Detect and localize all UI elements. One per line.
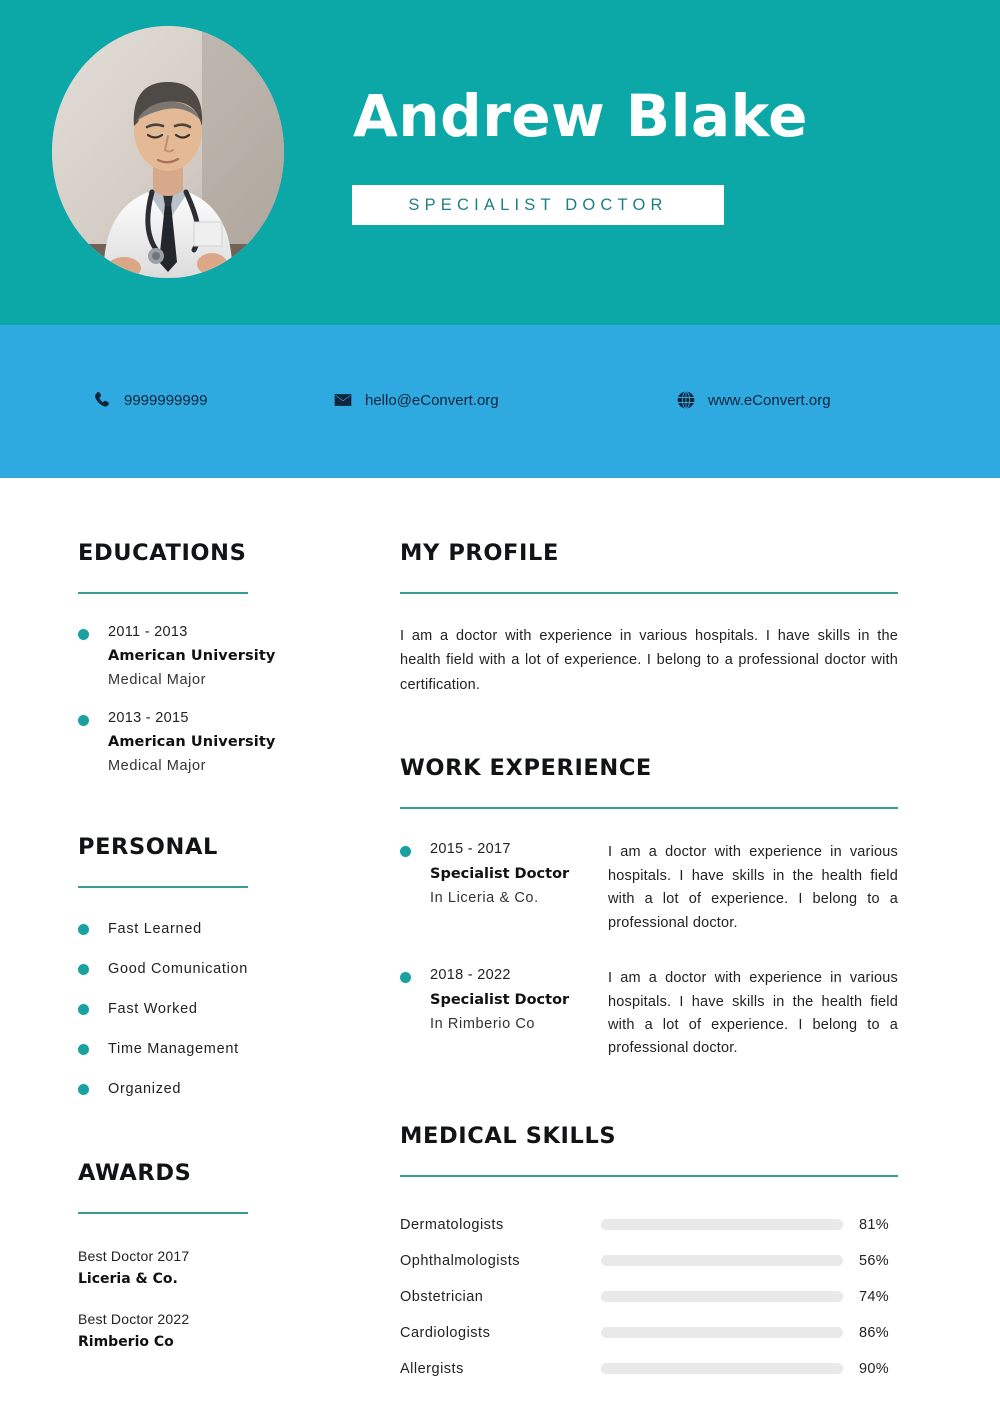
award-title: Best Doctor 2017 <box>78 1248 190 1264</box>
section-title-educations: EDUCATIONS <box>78 540 247 566</box>
list-item <box>400 967 898 1061</box>
list-item <box>400 1315 898 1351</box>
work-role: Specialist Doctor <box>430 992 570 1009</box>
list-item <box>78 624 378 688</box>
bullet-dot-icon <box>78 629 89 640</box>
section-divider <box>78 1212 248 1214</box>
skill-progress-track <box>601 1255 843 1266</box>
skill-percent: 86% <box>859 1324 889 1341</box>
email-icon <box>333 390 353 410</box>
bullet-dot-icon <box>78 964 89 975</box>
phone-icon <box>92 390 112 410</box>
skill-label: Allergists <box>400 1360 464 1377</box>
personal-list <box>78 920 378 1098</box>
section-divider <box>400 1175 898 1177</box>
contact-phone[interactable] <box>92 390 207 410</box>
skill-label: Ophthalmologists <box>400 1252 521 1269</box>
work-meta <box>400 841 608 935</box>
skill-percent: 81% <box>859 1216 889 1233</box>
work-organization: In Liceria & Co. <box>430 890 539 907</box>
section-title-profile: MY PROFILE <box>400 540 559 566</box>
work-organization: In Rimberio Co <box>430 1016 536 1033</box>
section-divider <box>400 807 898 809</box>
skill-progress-track <box>601 1327 843 1338</box>
list-item <box>78 1311 378 1350</box>
work-list <box>400 841 898 1061</box>
list-item <box>78 1040 378 1058</box>
profile-text: I am a doctor with experience in various hospitals. I have skills in the health field with a lot of experience. I belong to a professional doctor with certification. <box>400 628 898 693</box>
section-awards <box>78 1160 378 1350</box>
award-organization: Liceria & Co. <box>78 1271 178 1287</box>
header-banner <box>0 0 1000 325</box>
section-educations <box>78 540 378 774</box>
bullet-dot-icon <box>78 1044 89 1055</box>
contact-website[interactable] <box>676 390 831 410</box>
work-role: Specialist Doctor <box>430 866 570 883</box>
list-item <box>400 841 898 935</box>
section-divider <box>78 886 248 888</box>
section-work-experience <box>400 755 898 1061</box>
section-title-awards: AWARDS <box>78 1160 192 1186</box>
bullet-dot-icon <box>78 1004 89 1015</box>
section-divider <box>400 592 898 594</box>
work-description: I am a doctor with experience in various hospitals. I have skills in the health field with a lot of experience. I belong to a professional doctor. <box>608 970 898 1057</box>
bullet-dot-icon <box>400 846 411 857</box>
education-organization: American University <box>108 734 276 750</box>
skill-percent: 90% <box>859 1360 889 1377</box>
avatar <box>52 26 284 278</box>
skill-percent: 56% <box>859 1252 889 1269</box>
list-item <box>78 1080 378 1098</box>
skill-progress-track <box>601 1219 843 1230</box>
list-item <box>78 710 378 774</box>
list-item <box>78 920 378 938</box>
education-major: Medical Major <box>108 672 207 688</box>
personal-trait: Good Comunication <box>108 961 249 977</box>
list-item <box>400 1279 898 1315</box>
section-title-medical-skills: MEDICAL SKILLS <box>400 1122 617 1149</box>
list-item <box>400 1243 898 1279</box>
contact-website-value: www.eConvert.org <box>708 391 831 409</box>
list-item <box>78 1000 378 1018</box>
list-item <box>400 1351 898 1387</box>
skill-percent: 74% <box>859 1288 889 1305</box>
bullet-dot-icon <box>78 1084 89 1095</box>
skill-label: Obstetrician <box>400 1288 484 1305</box>
sidebar <box>78 540 378 1350</box>
education-major: Medical Major <box>108 758 207 774</box>
bullet-dot-icon <box>78 715 89 726</box>
section-profile <box>400 540 898 697</box>
contact-phone-value: 9999999999 <box>124 391 208 409</box>
skill-label: Dermatologists <box>400 1216 504 1233</box>
education-list <box>78 624 378 774</box>
list-item <box>78 960 378 978</box>
skill-progress-track <box>601 1363 843 1374</box>
personal-trait: Time Management <box>108 1041 239 1057</box>
work-date: 2015 - 2017 <box>430 841 511 858</box>
section-medical-skills <box>400 1123 898 1387</box>
education-date: 2013 - 2015 <box>108 710 189 726</box>
globe-icon <box>676 390 696 410</box>
work-description: I am a doctor with experience in various hospitals. I have skills in the health field with a lot of experience. I belong to a professional doctor. <box>608 844 898 931</box>
education-organization: American University <box>108 648 276 664</box>
bullet-dot-icon <box>78 924 89 935</box>
list-item <box>78 1248 378 1287</box>
list-item <box>400 1207 898 1243</box>
section-title-personal: PERSONAL <box>78 834 218 860</box>
main-content <box>400 540 898 1387</box>
award-list <box>78 1248 378 1350</box>
work-date: 2018 - 2022 <box>430 967 511 984</box>
doctor-portrait-illustration <box>52 26 284 278</box>
section-divider <box>78 592 248 594</box>
contact-email[interactable] <box>333 390 499 410</box>
personal-trait: Fast Worked <box>108 1001 198 1017</box>
personal-trait: Organized <box>108 1081 182 1097</box>
award-organization: Rimberio Co <box>78 1334 174 1350</box>
personal-trait: Fast Learned <box>108 921 202 937</box>
education-date: 2011 - 2013 <box>108 624 188 640</box>
role-badge <box>352 185 724 225</box>
skill-progress-track <box>601 1291 843 1302</box>
role-badge-label: SPECIALIST DOCTOR <box>408 195 668 214</box>
section-personal <box>78 834 378 1098</box>
skill-label: Cardiologists <box>400 1324 491 1341</box>
bullet-dot-icon <box>400 972 411 983</box>
page-title: Andrew Blake <box>353 82 808 150</box>
skill-list <box>400 1207 898 1387</box>
award-title: Best Doctor 2022 <box>78 1311 190 1327</box>
section-title-work-experience: WORK EXPERIENCE <box>400 755 652 782</box>
contact-email-value: hello@eConvert.org <box>365 391 499 409</box>
work-meta <box>400 967 608 1061</box>
